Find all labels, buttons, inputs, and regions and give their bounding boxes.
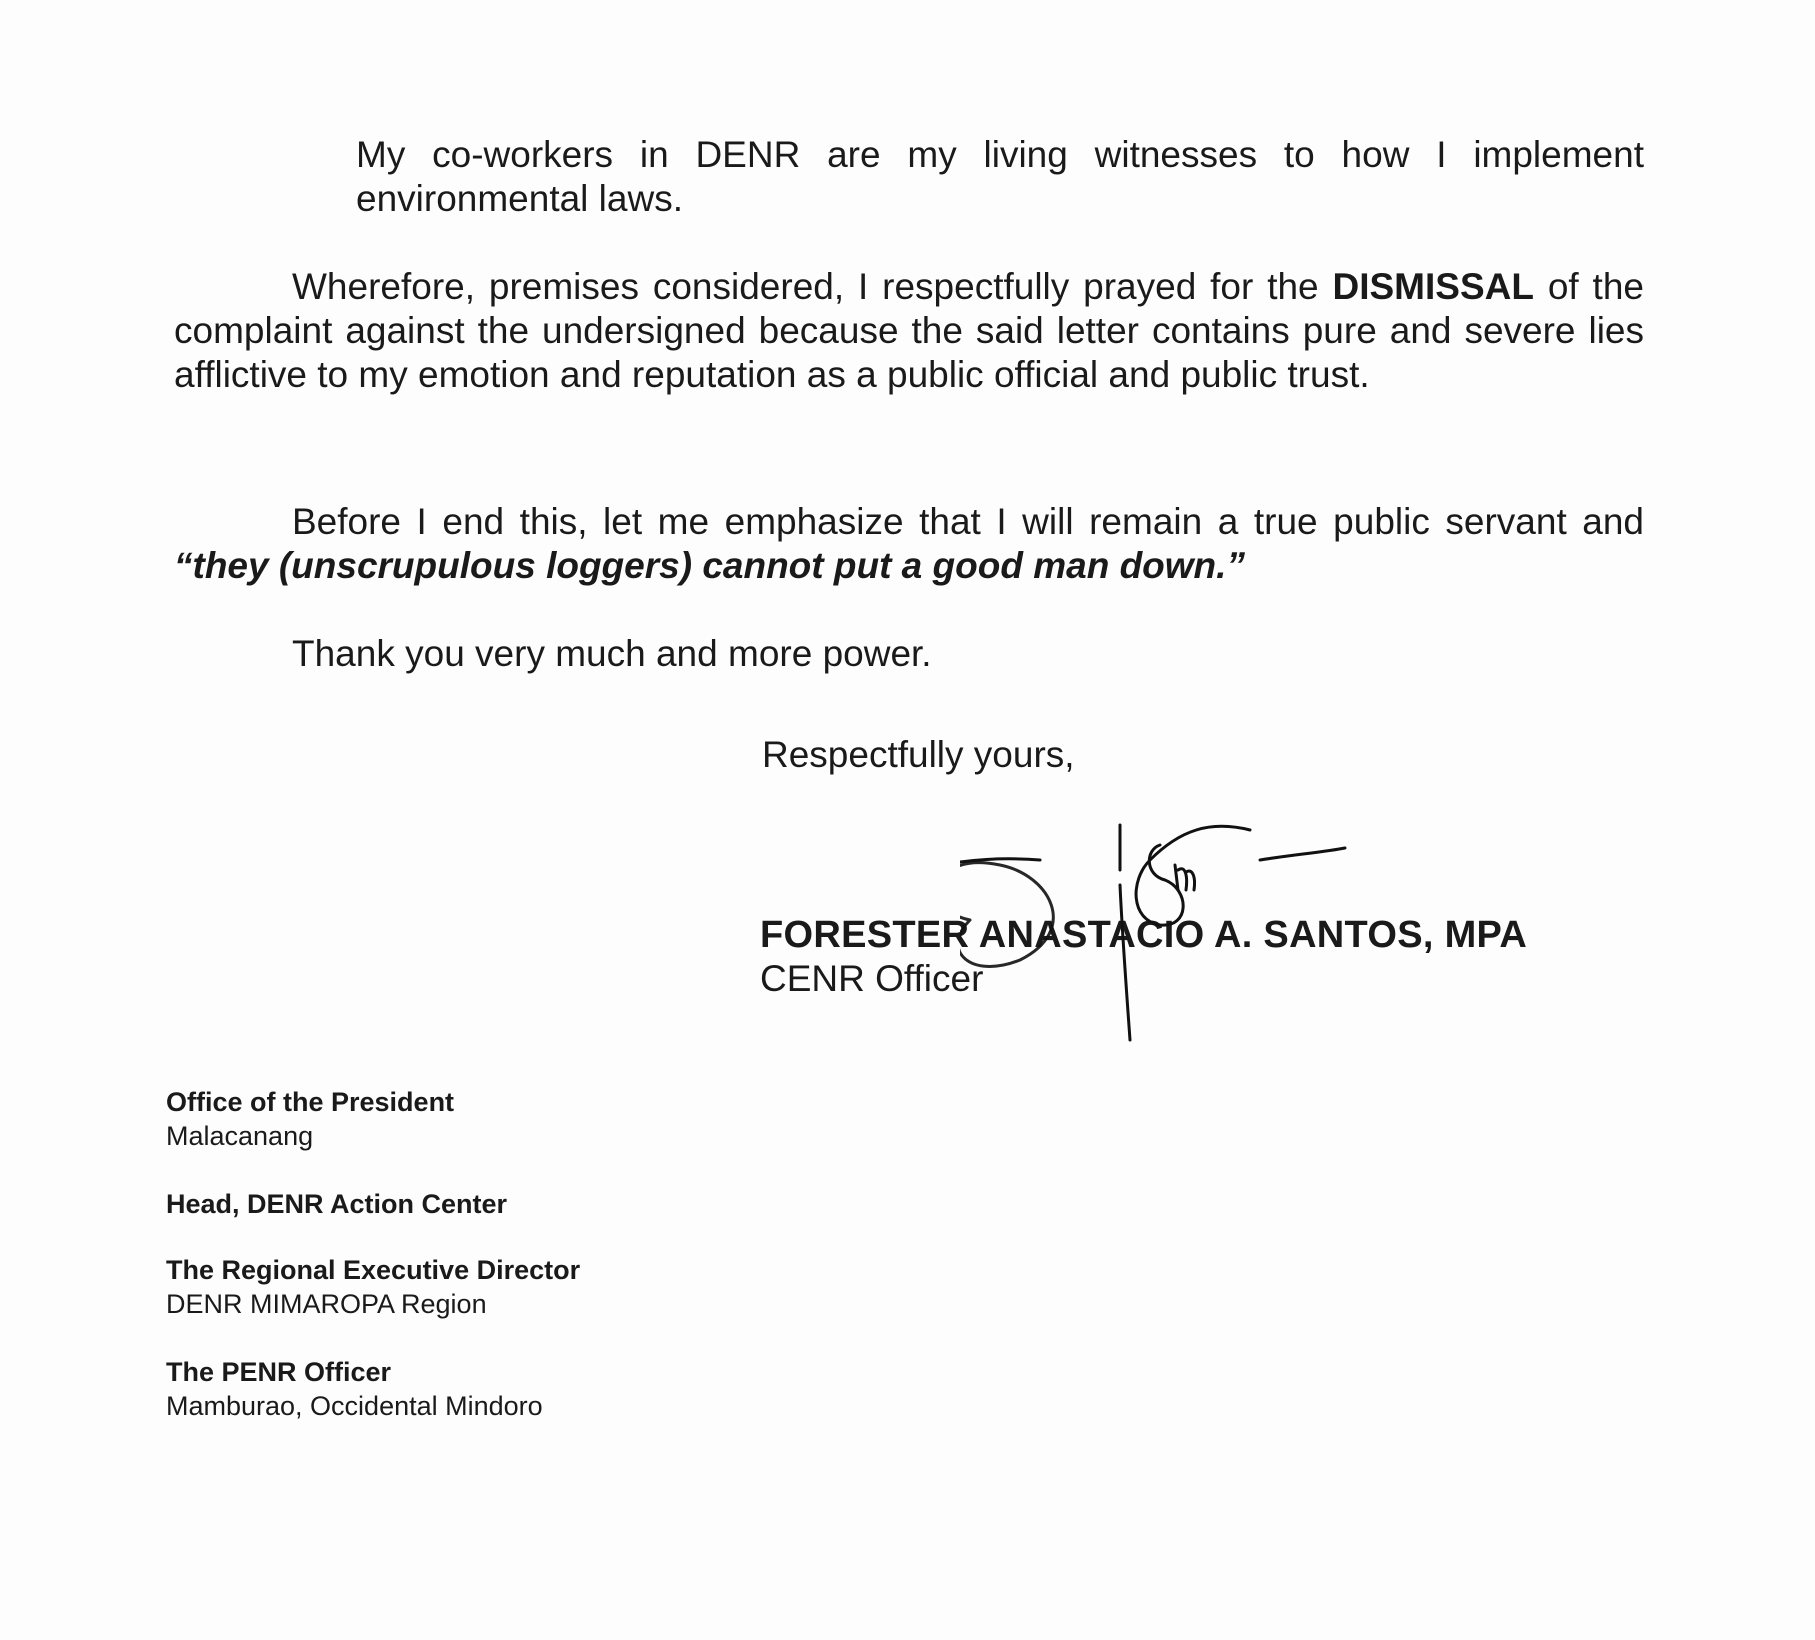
dismissal-emphasis: DISMISSAL bbox=[1332, 266, 1534, 307]
cc-recipient bbox=[166, 1085, 866, 1153]
quoted-statement: “they (unscrupulous loggers) cannot put a good man down.” bbox=[174, 545, 1245, 586]
paragraph-before-i-end bbox=[174, 500, 1644, 588]
paragraph-wherefore-text-cont: of the complaint against the undersigned because the said letter contains pure and severe lies afflictive to my emotion and reputation as a public official and public trust. bbox=[174, 266, 1644, 395]
paragraph-thank-you: Thank you very much and more power. bbox=[292, 633, 932, 674]
paragraph-wherefore bbox=[174, 265, 1644, 397]
paragraph-before-text: Before I end this, let me emphasize that I will remain a true public servant and bbox=[292, 501, 1644, 542]
cc-recipient-subtitle: Malacanang bbox=[166, 1121, 314, 1151]
cc-recipient-title: Office of the President bbox=[166, 1087, 455, 1117]
paragraph-wherefore-text: Wherefore, premises considered, I respectfully prayed for the bbox=[292, 266, 1333, 307]
cc-recipient bbox=[166, 1187, 866, 1221]
cc-recipient-subtitle: DENR MIMAROPA Region bbox=[166, 1289, 487, 1319]
cc-recipient bbox=[166, 1355, 866, 1423]
cc-recipient-title: The PENR Officer bbox=[166, 1357, 392, 1387]
cc-recipient-subtitle: Mamburao, Occidental Mindoro bbox=[166, 1391, 543, 1421]
closing-salutation: Respectfully yours, bbox=[762, 734, 1075, 775]
handwritten-signature bbox=[960, 810, 1360, 1060]
signatory-title: CENR Officer bbox=[760, 958, 984, 999]
paragraph-coworkers: My co-workers in DENR are my living witnesses to how I implement environmental laws. bbox=[356, 134, 1644, 219]
cc-recipient bbox=[166, 1253, 866, 1321]
signatory-name: FORESTER ANASTACIO A. SANTOS, MPA bbox=[760, 914, 1528, 956]
cc-recipient-title: Head, DENR Action Center bbox=[166, 1189, 508, 1219]
cc-recipient-title: The Regional Executive Director bbox=[166, 1255, 581, 1285]
